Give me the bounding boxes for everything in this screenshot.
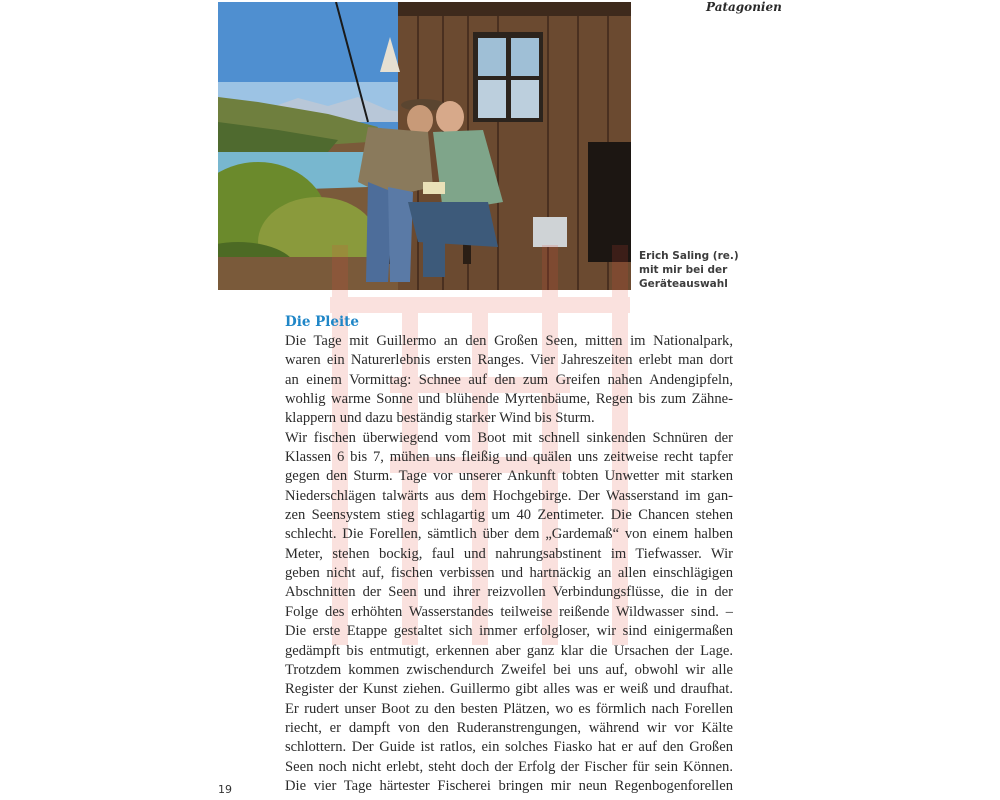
photo-illustration (218, 2, 631, 290)
text-line: Er rudert unser Boot zu den besten Plätzen, wo es förmlich nach Forellen (285, 700, 733, 717)
article-body (285, 332, 733, 796)
section-title: Patagonien (706, 0, 782, 14)
text-line: klappern und dazu beständig starker Wind bis Sturm. (285, 410, 595, 427)
text-line: Wir fischen überwiegend vom Boot mit schnell sinkenden Schnüren der (285, 429, 733, 446)
text-line: schlecht. Die Forellen, sämtlich über dem „Gardemaß“ von einem halben (285, 526, 733, 543)
text-line: Die erste Etappe gestaltet sich immer erfolgloser, wir sind einigermaßen (285, 623, 733, 640)
text-line: Trotzdem kommen zwischendurch Zweifel bei uns auf, obwohl wir alle (285, 661, 733, 678)
text-line: Klassen 6 bis 7, mühen uns fleißig und quälen uns zeitweise recht tapfer (285, 449, 733, 466)
text-line: Register der Kunst ziehen. Guillermo gibt alles was er weiß und draufhat. (285, 681, 733, 698)
text-line: riecht, er dampft von den Ruderanstrengungen, während wir vor Kälte (285, 719, 733, 736)
text-line: Abschnitten der Seen und ihrer reizvollen Verbindungsflüsse, die in der (285, 584, 733, 601)
text-line: an einem Vormittag: Schnee auf den zum Greifen nahen Andengipfeln, (285, 371, 733, 388)
caption-line: Geräteauswahl (639, 278, 728, 290)
photo (218, 2, 631, 290)
article-heading: Die Pleite (285, 314, 359, 330)
text-line: zen Seensystem stieg schlagartig um 40 Zentimeter. Die Chancen stehen (285, 507, 733, 524)
text-line: schlottern. Der Guide ist ratlos, ein solches Fiasko hat er auf den Großen (285, 739, 733, 756)
text-line: geben nicht auf, fischen verbissen und hartnäckig an allen einschlägigen (285, 565, 733, 582)
text-line: Die Tage mit Guillermo an den Großen Seen, mitten im Nationalpark, (285, 333, 733, 349)
text-line: Folge des erhöhten Wasserstandes teilweise reißende Wildwasser sind. – (285, 603, 733, 620)
text-line: Seen noch nicht erlebt, steht doch der Erfolg der Fischer für sein Können. (285, 758, 733, 775)
text-line: Meter, stehen bockig, faul und nahrungsabstinent im Tiefwasser. Wir (285, 545, 733, 562)
text-line: waren ein Naturerlebnis ersten Ranges. Vier Jahreszeiten erlebt man dort (285, 352, 733, 369)
text-line: gegen den Sturm. Tage vor unserer Ankunft tobten Unwetter mit starken (285, 468, 733, 485)
page-number: 19 (218, 783, 232, 796)
caption-line: mit mir bei der (639, 264, 728, 276)
text-line: gedämpft bis entmutigt, erkennen aber ganz klar die Ursachen der Lage. (285, 642, 733, 659)
text-line: Die vier Tage härtester Fischerei bringen mir neun Regenbogenforellen (285, 777, 733, 794)
text-line: wohlig warme Sonne und blühende Myrtenbäume, Regen bis zum Zähne- (285, 391, 733, 408)
photo-caption (639, 249, 769, 291)
text-line: Niederschlägen talwärts aus dem Hochgebirge. Der Wasserstand im gan- (285, 487, 733, 504)
caption-line: Erich Saling (re.) (639, 250, 739, 262)
